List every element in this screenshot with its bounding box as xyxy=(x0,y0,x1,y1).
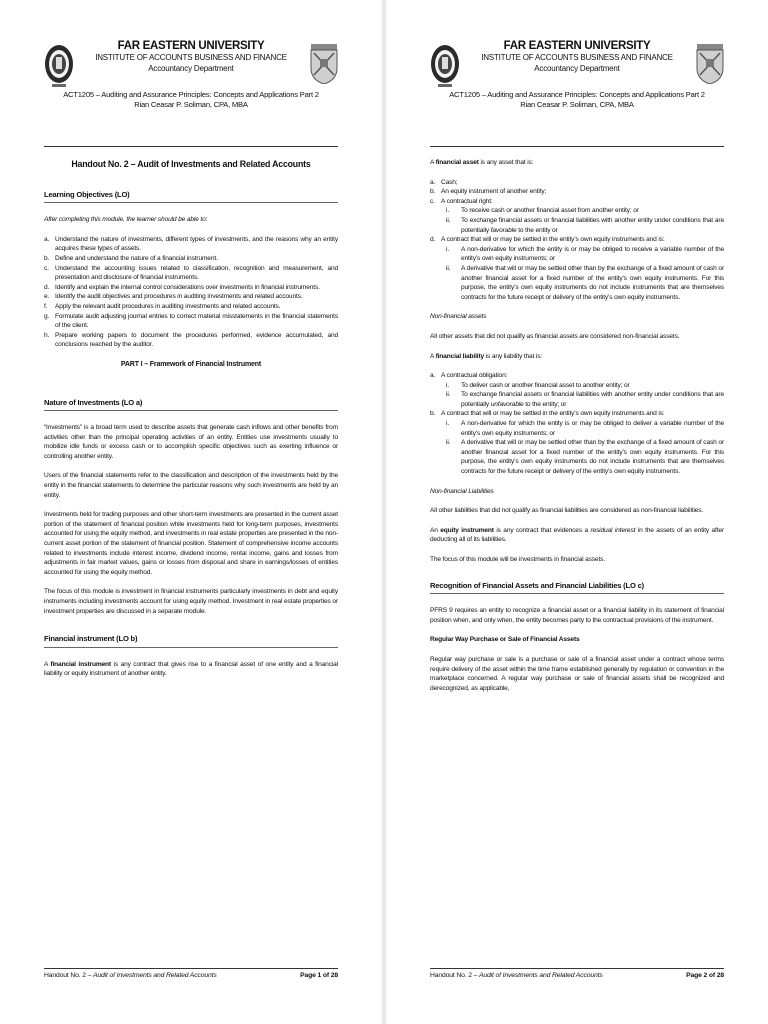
financial-liability-definition: A financial liability is any liability that is: xyxy=(430,352,543,360)
objective-item: h. Prepare working papers to document the procedures performed, evidence accumulated, and conclusions reached by the auditor. xyxy=(44,331,338,349)
objective-item: f. Apply the relevant audit procedures in auditing investments and related accounts. xyxy=(44,302,281,310)
header-divider xyxy=(44,146,338,147)
institute-name: INSTITUTE OF ACCOUNTS BUSINESS AND FINANCE xyxy=(95,53,287,62)
list-item: d. A contract that will or may be settled in the entity’s own equity instruments and is: xyxy=(430,236,665,244)
list-subitem: ii. To exchange financial assets or financial liabilities with another entity under conditions that are potentially unfavorable to the entity; or xyxy=(446,391,724,408)
paragraph: The focus of this module will be investments in financial assets. xyxy=(430,556,605,563)
university-name: FAR EASTERN UNIVERSITY xyxy=(503,40,651,52)
paragraph: Users of the financial statements refer to the classification and description of the investments held by the entity in the financial statements to determine the particular reasons why such investments are held by an entity. xyxy=(44,472,338,499)
page-footer xyxy=(430,968,724,979)
equity-instrument-definition: An equity instrument is any contract that evidences a residual interest in the assets of an entity after deducting all of its liabilities. xyxy=(430,526,724,544)
list-item: b. An equity instrument of another entity; xyxy=(430,188,547,196)
financial-instrument-definition: A financial instrument is any contract that gives rise to a financial asset of one entity and a financial liability or equity instrument of another entity. xyxy=(44,660,338,678)
financial-instrument-heading: Financial instrument (LO b) xyxy=(44,634,338,648)
page-footer xyxy=(44,968,338,979)
instructor-name: Rian Ceasar P. Soliman, CPA, MBA xyxy=(134,100,248,109)
learning-objectives-list xyxy=(44,235,338,350)
course-title: ACT1205 – Auditing and Assurance Principles: Concepts and Applications Part 2 xyxy=(63,90,319,99)
university-seal-logo xyxy=(430,44,460,98)
institute-crest-logo xyxy=(696,44,724,84)
page-header xyxy=(44,38,338,134)
list-subitem: ii. To exchange financial assets or financial liabilities with another entity under conditions that are potentially favorable to the entity or xyxy=(446,216,724,234)
paragraph: PFRS 9 requires an entity to recognize a financial asset or a financial liability in its statement of financial position when, and only when, the entity becomes party to the contractual provisions of the instrument. xyxy=(430,607,724,624)
list-item: c. A contractual right: xyxy=(430,197,493,205)
page-2 xyxy=(386,0,768,1024)
paragraph: All other assets that did not qualify as financial assets are considered non-financial assets. xyxy=(430,332,680,340)
footer-handout: Handout No. 2 – Audit of Investments and Related Accounts xyxy=(430,972,603,979)
course-title: ACT1205 – Auditing and Assurance Principles: Concepts and Applications Part 2 xyxy=(449,90,705,99)
page-number: Page 1 of 28 xyxy=(300,972,338,979)
page-body xyxy=(44,152,338,689)
regular-way-heading: Regular Way Purchase or Sale of Financial Assets xyxy=(430,636,580,644)
page-1 xyxy=(0,0,382,1024)
non-financial-liabilities-heading: Non-financial Liabilities xyxy=(430,487,494,495)
list-item: b. A contract that will or may be settled in the entity’s own equity instruments and is: xyxy=(430,410,665,418)
list-subitem: i. A non-derivative for which the entity is or may be obliged to deliver a variable number of the entity’s own equity instruments; or xyxy=(446,420,724,437)
institute-name: INSTITUTE OF ACCOUNTS BUSINESS AND FINANCE xyxy=(481,53,673,62)
paragraph: “Investments” is a broad term used to describe assets that generate cash inflows and other benefits from activities other than the principal operating activities of an entity. Entities use investments usually to mobilize idle funds or excess cash or to accomplish specific objectives such as exerting influence or controlling another entity. xyxy=(44,424,338,460)
financial-asset-list xyxy=(430,178,724,303)
university-name: FAR EASTERN UNIVERSITY xyxy=(117,40,265,52)
objective-item: c. Understand the accounting issues related to classification, recognition and measurement, and presentation and disclosure of financial instruments. xyxy=(44,264,338,282)
nature-heading: Nature of Investments (LO a) xyxy=(44,398,338,412)
instructor-name: Rian Ceasar P. Soliman, CPA, MBA xyxy=(520,100,634,109)
department-name: Accountancy Department xyxy=(534,64,620,73)
paragraph: Investments held for trading purposes and other short-term investments are presented in the current asset portion of the statement of financial position while investments held for long-term purposes, investments accounted for using the equity method, and investments in real estate properties are presented in the non-current asset portion of the statement of financial position. Statement of comprehensive income accounts related to investments include interest income, dividend income, rental income, gains and losses from adjustments in fair market values, gains or losses from disposal and share in earnings/losses of entities accounted for using the equity method. xyxy=(44,511,338,576)
list-item: a. Cash; xyxy=(430,178,458,186)
objective-item: d. Identify and explain the internal control considerations over investments in financial instruments. xyxy=(44,283,320,291)
objective-item: a. Understand the nature of investments, different types of investments, and the reasons why an entity acquires these types of assets. xyxy=(44,235,338,253)
recognition-heading: Recognition of Financial Assets and Financial Liabilities (LO c) xyxy=(430,581,724,595)
financial-asset-definition: A financial asset is any asset that is: xyxy=(430,159,534,166)
paragraph: All other liabilities that did not qualify as financial liabilities are considered as non-financial liabilities. xyxy=(430,507,704,515)
paragraph: The focus of this module is investment in financial instruments particularly investments in debt and equity instruments including investments account for using equity method. Investment in real estate properties or investment properties are discussed in a separate module. xyxy=(44,588,338,615)
page-body xyxy=(430,158,724,703)
objective-item: b. Define and understand the nature of a financial instrument. xyxy=(44,254,218,262)
department-name: Accountancy Department xyxy=(148,64,234,73)
header-divider xyxy=(430,146,724,147)
paragraph: Regular way purchase or sale is a purchase or sale of a financial asset under a contract whose terms require delivery of the asset within the time frame established generally by regulation or convention in the marketplace concerned. A regular way purchase or sale of financial assets shall be recognized and derecognized, as applicable, xyxy=(430,655,724,692)
page-number: Page 2 of 28 xyxy=(686,972,724,979)
list-subitem: i. To receive cash or another financial asset from another entity; or xyxy=(446,207,639,215)
list-item: a. A contractual obligation: xyxy=(430,372,508,380)
learning-objectives-heading: Learning Objectives (LO) xyxy=(44,190,338,204)
non-financial-assets-heading: Non-financial assets xyxy=(430,313,487,321)
institute-crest-logo xyxy=(310,44,338,84)
financial-liability-list xyxy=(430,371,724,477)
list-subitem: ii. A derivative that will or may be settled other than by the exchange of a fixed amount of cash or another financial asset for a fixed number of the entity’s own equity instruments. For this purpose, the entity’s own equity instruments do not include instruments that are themselves contracts for the future receipt or delivery of the entity’s own equity instruments. xyxy=(446,264,724,301)
list-subitem: i. To deliver cash or another financial asset to another entity; or xyxy=(446,381,630,389)
objective-item: g. Formulate audit adjusting journal entries to correct material misstatements in the financial statements of the client. xyxy=(44,312,338,330)
objective-item: e. Identify the audit objectives and procedures in auditing investments and related accounts. xyxy=(44,293,303,301)
lo-intro: After completing this module, the learner should be able to: xyxy=(44,216,208,224)
university-seal-logo xyxy=(44,44,74,98)
footer-handout: Handout No. 2 – Audit of Investments and Related Accounts xyxy=(44,972,217,979)
page-header xyxy=(430,38,724,134)
list-subitem: ii. A derivative that will or may be settled other than by the exchange of a fixed amount of cash or another financial asset for a fixed number of the entity’s own equity instruments. For this purpose, the entity’s own equity instruments do not include instruments that are themselves contracts for the future receipt or delivery of the entity’s own equity instruments. xyxy=(446,439,724,476)
handout-title: Handout No. 2 – Audit of Investments and Related Accounts xyxy=(71,159,311,169)
part-title: PART I – Framework of Financial Instrument xyxy=(120,360,262,368)
list-subitem: i. A non-derivative for which the entity is or may be obliged to receive a variable number of the entity’s own equity instruments; or xyxy=(446,245,724,263)
